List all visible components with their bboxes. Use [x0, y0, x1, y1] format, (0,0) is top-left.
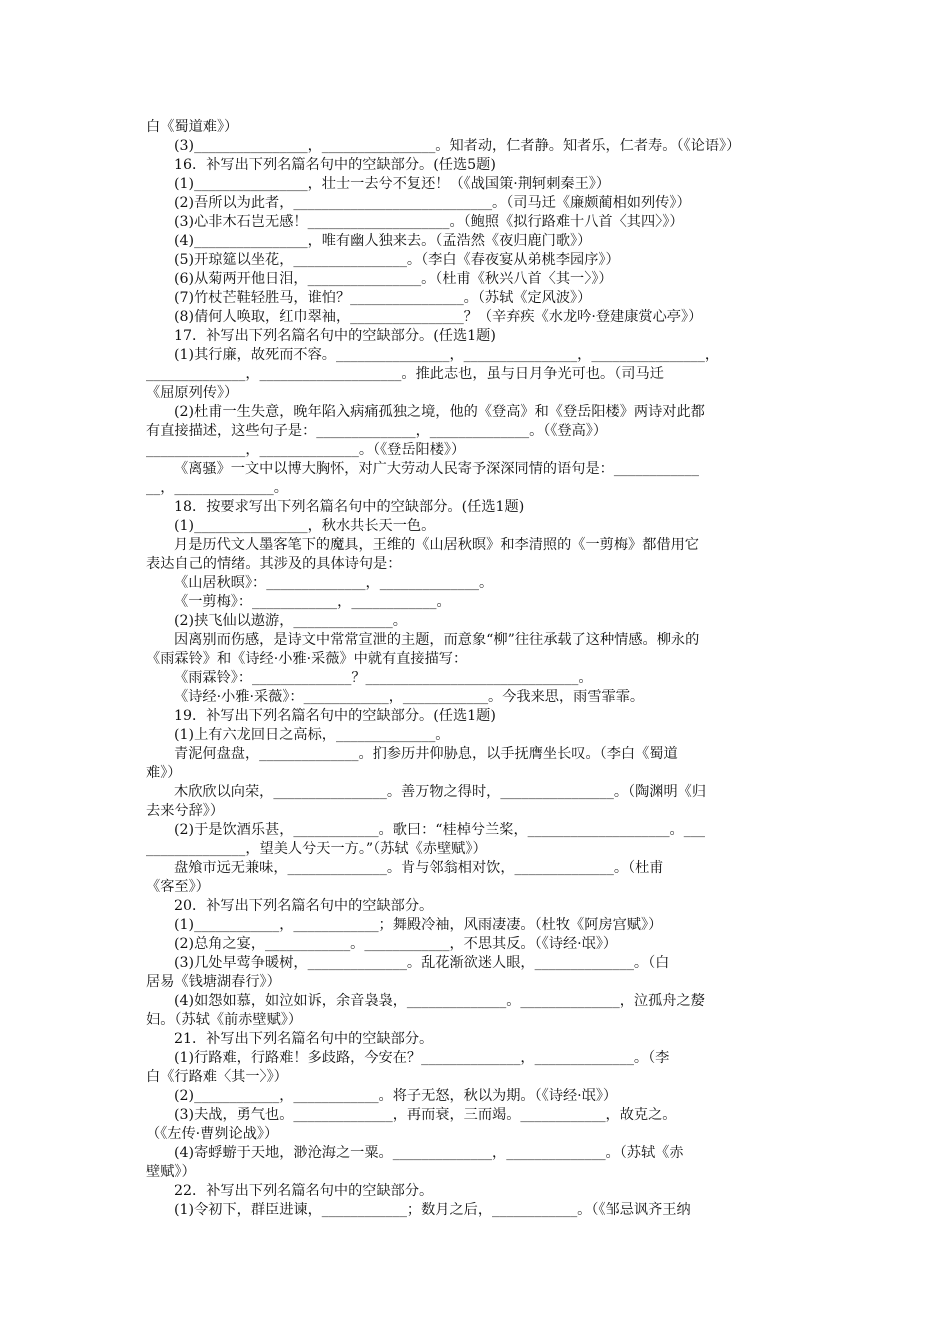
text-line: (6)从菊两开他日泪，________________。（杜甫《秋兴八首〈其一〉》） — [174, 271, 613, 287]
text-line: 《屈原列传》） — [146, 385, 239, 401]
text-line: (2)____________，____________。将子无怒，秋以为期。（《诗经·氓》） — [174, 1088, 618, 1104]
text-line: (5)开琼筵以坐花，________________。（李白《春夜宴从弟桃李园序》） — [174, 252, 620, 268]
text-line: 《诗经·小雅·采薇》：____________，____________。今我来思，雨雪霏霏。 — [174, 689, 645, 705]
text-line: 22．补写出下列名篇名句中的空缺部分。 — [174, 1183, 434, 1199]
text-line: (4)寄蜉蝣于天地，渺沧海之一粟。______________，______________。（苏轼《赤 — [174, 1145, 684, 1161]
text-line: 因离别而伤感，是诗文中常常宣泄的主题，而意象“柳”往往承载了这种情感。柳永的 — [174, 632, 700, 648]
text-line: (1)上有六龙回日之高标，______________。 — [174, 727, 450, 743]
text-line: (2)总角之宴，____________。____________，不思其反。（《诗经·氓》） — [174, 936, 618, 952]
text-line: (1)________________，壮士一去兮不复还！（《战国策·荆轲刺秦王》） — [174, 176, 611, 192]
text-line: (3)________________，________________。知者动，仁者静。知者乐，仁者寿。（《论语》） — [174, 138, 741, 154]
text-line: (1)令初下，群臣进谏，____________；数月之后，____________。（《邹忌讽齐王纳 — [174, 1202, 691, 1218]
text-line: (4)________________，唯有幽人独来去。（孟浩然《夜归鹿门歌》） — [174, 233, 592, 249]
text-line: 表达自己的情绪。其涉及的具体诗句是： — [146, 556, 402, 572]
text-line: 《离骚》一文中以博大胸怀，对广大劳动人民寄予深深同情的语句是：____________ — [174, 461, 699, 477]
text-line: ______________，______________。（《登岳阳楼》） — [146, 442, 466, 458]
text-line: 《雨霖铃》：______________？______________________________。 — [174, 670, 593, 686]
text-line: 木欣欣以向荣，________________。善万物之得时，________________。（陶渊明《归 — [174, 784, 707, 800]
text-line: 白《蜀道难》） — [146, 119, 239, 135]
text-line: 青泥何盘盘，______________。扪参历井仰胁息，以手抚膺坐长叹。（李白《蜀道 — [174, 746, 678, 762]
text-line: __，______________。 — [146, 480, 288, 496]
text-line: 月是历代文人墨客笔下的魔具，王维的《山居秋暝》和李清照的《一剪梅》都借用它 — [174, 537, 699, 553]
text-line: 难》） — [146, 765, 182, 781]
text-line: 居易《钱塘湖春行》） — [146, 974, 281, 990]
text-line: (8)倩何人唤取，红巾翠袖，________________？（辛弃疾《水龙吟·登建康赏心亭》） — [174, 309, 703, 325]
text-line: (7)竹杖芒鞋轻胜马，谁怕？________________。（苏轼《定风波》） — [174, 290, 592, 306]
text-line: 18．按要求写出下列名篇名句中的空缺部分。(任选1题) — [174, 499, 525, 515]
text-line: (3)夫战，勇气也。______________，再而衰，三而竭。____________，故克之。 — [174, 1107, 677, 1123]
text-line: 白《行路难〈其一〉》） — [146, 1069, 288, 1085]
text-line: (2)于是饮酒乐甚，____________。歌曰：“桂棹兮兰桨，____________________。___ — [174, 822, 706, 838]
text-line: (2)吾所以为此者，____________________________。（司马迁《廉颇蔺相如列传》） — [174, 195, 691, 211]
text-line: (1)其行廉，故死而不容。________________，________________，________________， — [174, 347, 720, 363]
text-line: 《一剪梅》：____________，____________。 — [174, 594, 451, 610]
text-line: (1)行路难，行路难！多歧路，今安在？______________，______________。（李 — [174, 1050, 670, 1066]
text-line: 20．补写出下列名篇名句中的空缺部分。 — [174, 898, 434, 914]
text-line: (2)挟飞仙以遨游，______________。 — [174, 613, 407, 629]
text-line: 妇。（苏轼《前赤壁赋》） — [146, 1012, 303, 1028]
text-line: 《客至》） — [146, 879, 210, 895]
text-line: 《山居秋暝》：______________，______________。 — [174, 575, 494, 591]
text-line: 19．补写出下列名篇名句中的空缺部分。(任选1题) — [174, 708, 496, 724]
text-line: (2)杜甫一生失意，晚年陷入病痛孤独之境，他的《登高》和《登岳阳楼》两诗对此都 — [174, 404, 705, 420]
text-line: 21．补写出下列名篇名句中的空缺部分。 — [174, 1031, 434, 1047]
text-line: (4)如怨如慕，如泣如诉，余音袅袅，______________。______________，泣孤舟之嫠 — [174, 993, 705, 1009]
text-line: 盘飧市远无兼味，______________。肯与邻翁相对饮，______________。（杜甫 — [174, 860, 664, 876]
text-line: 去来兮辞》） — [146, 803, 225, 819]
text-line: 壁赋》） — [146, 1164, 196, 1180]
text-line: (3)心非木石岂无感！____________________。（鲍照《拟行路难十八首〈其四〉》） — [174, 214, 684, 230]
document-page — [146, 118, 810, 1220]
text-line: (1)________________，秋水共长天一色。 — [174, 518, 436, 534]
text-line: ______________，____________________。推此志也，虽与日月争光可也。（司马迁 — [146, 366, 664, 382]
text-line: (3)几处早莺争暖树，______________。乱花渐欲迷人眼，______________。（白 — [174, 955, 670, 971]
text-line: 《雨霖铃》和《诗经·小雅·采薇》中就有直接描写： — [146, 651, 468, 667]
text-line: 16．补写出下列名篇名句中的空缺部分。(任选5题) — [174, 157, 496, 173]
text-line: ______________，望美人兮天一方。”（苏轼《赤壁赋》） — [146, 841, 487, 857]
text-line: 有直接描述，这些句子是：______________，______________。（《登高》） — [146, 423, 608, 439]
text-line: (1)____________，____________；舞殿冷袖，风雨凄凄。（杜牧《阿房宫赋》） — [174, 917, 663, 933]
text-line: 17．补写出下列名篇名句中的空缺部分。(任选1题) — [174, 328, 496, 344]
text-line: （《左传·曹刿论战》） — [146, 1126, 279, 1142]
